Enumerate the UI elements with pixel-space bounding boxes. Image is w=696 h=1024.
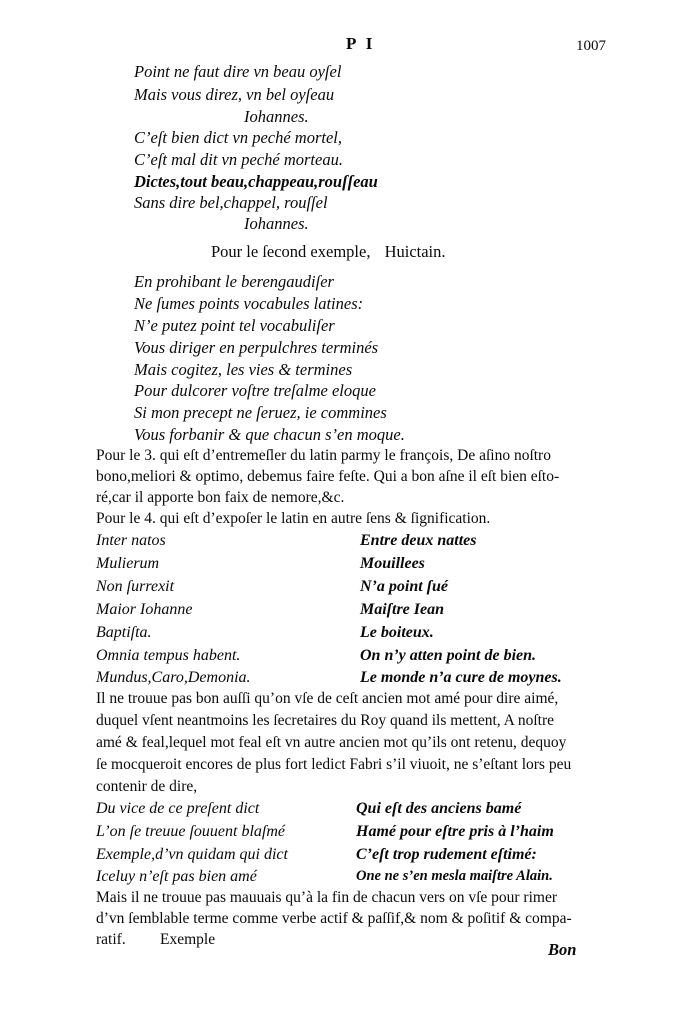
catchword: Bon	[548, 940, 577, 959]
prose-line: Mais il ne trouue pas mauuais qu’à la fin de chacun vers on vſe pour rimer	[96, 889, 557, 906]
french-cell: On n’y atten point de bien.	[360, 647, 537, 664]
verse-line: Sans dire bel,chappel, rouſſel	[134, 193, 328, 212]
verse-line: Mais cogitez, les vies & termines	[134, 360, 353, 379]
latin-cell: Inter natos	[96, 532, 166, 549]
prose-line: Il ne trouue pas bon auſſi qu’on vſe de ceſt ancien mot amé pour dire aimé,	[96, 690, 559, 707]
left-verse: Exemple,d’vn quidam qui dict	[96, 846, 288, 863]
latin-cell: Mundus,Caro,Demonia.	[96, 669, 251, 686]
prose-line: ré,car il apporte bon faix de nemore,&c.	[96, 489, 345, 506]
french-cell: Le monde n’a cure de moynes.	[360, 669, 562, 686]
verse-line: En prohibant le berengaudiſer	[134, 272, 334, 291]
section-heading	[211, 242, 446, 262]
section-heading-main: Pour le ſecond exemple,	[211, 242, 371, 261]
prose-line: amé & feal,lequel mot feal eſt vn autre ancien mot qu’ils ont retenu, dequoy	[96, 734, 567, 751]
right-verse: Qui eſt des anciens bamé	[356, 800, 522, 817]
verse-line: Point ne faut dire vn beau oyſel	[134, 62, 342, 81]
prose-line: d’vn ſemblable terme comme verbe actif & paſſif,& nom & poſitif & compa-	[96, 910, 572, 927]
prose-line: Pour le 3. qui eſt d’entremeſler du latin parmy le françois, De aſino noſtro	[96, 447, 551, 464]
latin-cell: Mulierum	[96, 555, 160, 572]
prose-line: Pour le 4. qui eſt d’expoſer le latin en autre ſens & ſignification.	[96, 510, 491, 527]
prose-line: duquel vſent neantmoins les ſecretaires du Roy quand ils mettent, A noſtre	[96, 712, 555, 729]
verse-line: Mais vous direz, vn bel oyſeau	[134, 85, 335, 104]
verse-line: Ne ſumes points vocabules latines:	[134, 294, 364, 313]
french-cell: Entre deux nattes	[360, 532, 477, 549]
latin-cell: Omnia tempus habent.	[96, 647, 241, 664]
section-heading-tag: Huictain.	[384, 242, 446, 261]
left-verse: L’on ſe treuue ſouuent blaſmé	[96, 823, 285, 840]
verse-attribution: Iohannes.	[244, 214, 309, 233]
french-cell: Maiſtre Iean	[360, 601, 444, 618]
verse-line: C’eſt mal dit vn peché morteau.	[134, 150, 343, 169]
right-verse: C’eſt trop rudement eſtimé:	[356, 846, 537, 863]
verse-line: Vous forbanir & que chacun s’en moque.	[134, 425, 405, 444]
verse-line: C’eſt bien dict vn peché mortel,	[134, 128, 343, 147]
verse-line: Pour dulcorer voſtre treſalme eloque	[134, 381, 376, 400]
verse-attribution: Iohannes.	[244, 107, 309, 126]
left-verse: Du vice de ce preſent dict	[96, 800, 260, 817]
verse-line: Dictes,tout beau,chappeau,rouſſeau	[134, 172, 378, 191]
prose-line: contenir de dire,	[96, 778, 198, 795]
right-verse: One ne s’en mesla maiſtre Alain.	[356, 868, 553, 884]
page-number: 1007	[576, 38, 606, 54]
latin-cell: Baptiſta.	[96, 624, 152, 641]
prose-line: ſe mocqueroit encores de plus fort ledict Fabri s’il viuoit, ne s’eſtant lors peu	[96, 756, 572, 773]
verse-line: Si mon precept ne ſeruez, ie commines	[134, 403, 387, 422]
left-verse: Iceluy n’eſt pas bien amé	[96, 868, 257, 885]
right-verse: Hamé pour eſtre pris à l’haim	[356, 823, 554, 840]
verse-line: N’e putez point tel vocabuliſer	[134, 316, 335, 335]
prose-line: bono,meliori & optimo, debemus faire feſte. Qui a bon aſne il eſt bien eſto-	[96, 468, 560, 485]
latin-cell: Non ſurrexit	[96, 578, 175, 595]
french-cell: N’a point ſué	[360, 578, 448, 595]
running-head: P I	[346, 34, 376, 53]
french-cell: Le boiteux.	[360, 624, 434, 641]
verse-line: Vous diriger en perpulchres terminés	[134, 338, 379, 357]
closing-word: Exemple	[160, 931, 216, 948]
french-cell: Mouillees	[360, 555, 425, 572]
prose-line: ratif.	[96, 931, 126, 948]
latin-cell: Maior Iohanne	[96, 601, 193, 618]
